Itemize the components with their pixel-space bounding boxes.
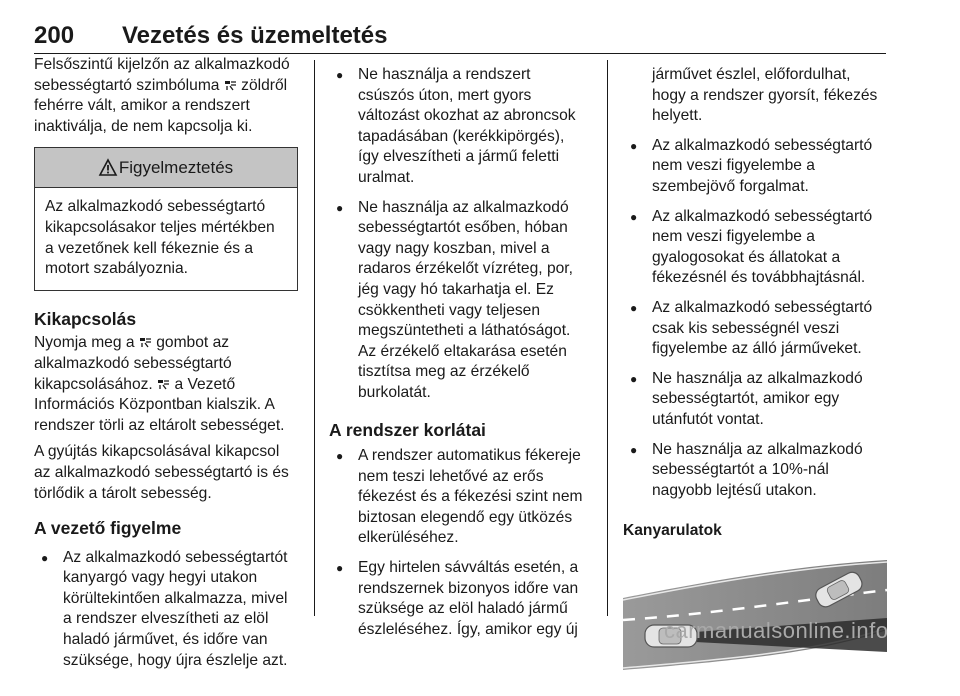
list-item: ● Egy hirtelen sávváltás esetén, a rendszernek bizonyos időre van szüksége az elöl haladó jármű észleléséhez. Így, amikor egy új bbox=[329, 558, 593, 640]
adaptive-cruise-icon bbox=[224, 80, 237, 91]
page-title: Vezetés és üzemeltetés bbox=[122, 22, 388, 49]
adaptive-cruise-icon bbox=[157, 379, 170, 390]
warning-box bbox=[34, 147, 298, 290]
section-heading-kikapcsolas: Kikapcsolás bbox=[34, 308, 137, 329]
list-item: ● Ne használja az alkalmazkodó sebességtartót, amikor egy utánfutót vontat. bbox=[623, 369, 887, 431]
adaptive-cruise-icon bbox=[139, 337, 152, 348]
list-item: ● Az alkalmazkodó sebességtartó csak kis sebességnél veszi figyelembe az álló járműveket. bbox=[623, 298, 887, 360]
list-item: ● A rendszer automatikus fékereje nem teszi lehetővé az erős fékezést és a fékezési szint nem biztosan elegendő egy ütközés elkerüléséhez. bbox=[329, 446, 593, 549]
section-heading-figyelme: A vezető figyelme bbox=[34, 518, 182, 539]
list-item: ● Az alkalmazkodó sebességtartó nem veszi figyelembe a szembejövő forgalmat. bbox=[623, 136, 887, 198]
warning-text: Az alkalmazkodó sebességtartó kikapcsolásakor teljes mértékben a vezetőnek kell fékeznie és a motort szabályoznia. bbox=[45, 198, 275, 278]
column-2 bbox=[329, 55, 593, 640]
section-heading-kanyarulatok: Kanyarulatok bbox=[623, 522, 722, 540]
column-3 bbox=[623, 55, 887, 696]
column-divider bbox=[314, 60, 315, 616]
page-header bbox=[34, 12, 886, 54]
list-item: ● Ne használja az alkalmazkodó sebességtartót a 10%-nál nagyobb lejtésű utakon. bbox=[623, 440, 887, 502]
list-item-continuation: járművet észlel, előfordulhat, hogy a rendszer gyorsít, fékezés helyett. bbox=[652, 66, 878, 125]
page-number: 200 bbox=[34, 22, 75, 49]
list-item: ● Ne használja a rendszert csúszós úton, mert gyors változást okozhat az abroncsok tapadásában (kerékkipörgés), így elveszítheti a jármű feletti uralmat. bbox=[329, 65, 593, 189]
column-1 bbox=[34, 55, 302, 671]
kikapcsolas-paragraph-2: A gyújtás kikapcsolásával kikapcsol az alkalmazkodó sebességtartó is és törlődik a tárolt sebesség. bbox=[34, 443, 289, 502]
kikapcsolas-paragraph-1: Nyomja meg a gombot az alkalmazkodó sebességtartó kikapcsolásához. a Vezető Információs Központban kialszik. A rendszer törli az eltárolt sebességet. bbox=[34, 334, 285, 434]
section-heading-korlatai: A rendszer korlátai bbox=[329, 419, 486, 440]
warning-header bbox=[35, 148, 297, 188]
watermark: carmanualsonline.info bbox=[664, 618, 889, 643]
warning-triangle-icon bbox=[99, 159, 117, 176]
column-divider bbox=[607, 60, 608, 616]
list-item: ● Az alkalmazkodó sebességtartó nem veszi figyelembe a gyalogosokat és állatokat a fékezésnél és továbbhajtásnál. bbox=[623, 207, 887, 289]
list-item: ● Ne használja az alkalmazkodó sebességtartót esőben, hóban vagy nagy koszban, mivel a radaros érzékelőt vízréteg, por, jég vagy hó takarhatja el. Ez csökkentheti vagy teljesen megszüntetheti a láthatóságot. Az érzékelő eltakarása esetén tisztítsa meg az érzékelő burkolatát. bbox=[329, 198, 593, 404]
warning-title: Figyelmeztetés bbox=[118, 157, 234, 177]
intro-paragraph: Felsőszintű kijelzőn az alkalmazkodó sebességtartó szimbóluma zöldről fehérre vált, amikor a rendszert inaktiválja, de nem kapcsolja ki. bbox=[34, 56, 290, 135]
list-item: ● Az alkalmazkodó sebességtartót kanyargó vagy hegyi utakon körültekintően alkalmazza, mivel a rendszer elveszítheti az elöl haladó járművet, és időre van szüksége, hogy újra észlelje azt. bbox=[34, 548, 302, 672]
